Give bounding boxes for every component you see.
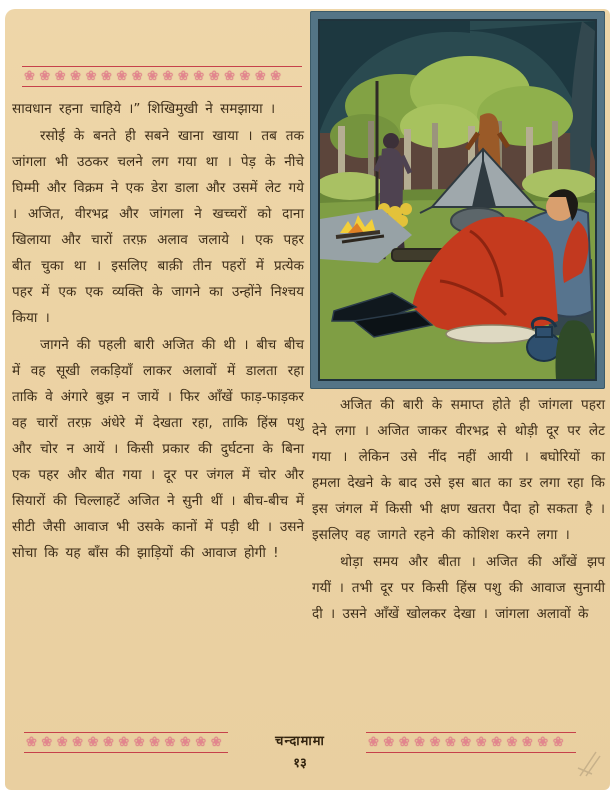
rosette-border-top: ❀❀❀❀❀❀❀❀❀❀❀❀❀❀❀❀❀	[22, 66, 302, 87]
forest-camp-scene	[320, 21, 595, 379]
rosette-border-bottom-left: ❀❀❀❀❀❀❀❀❀❀❀❀❀	[24, 732, 228, 753]
illustration-canvas	[318, 19, 597, 381]
story-illustration	[310, 11, 605, 389]
white-dish	[446, 325, 538, 343]
left-text-column	[12, 96, 304, 567]
page-number: १३	[293, 756, 307, 771]
magazine-title: चन्दामामा	[275, 734, 325, 749]
paragraph: सावधान रहना चाहिये ।” शिखिमुखी ने समझाया ।	[12, 101, 276, 117]
right-text-column	[312, 392, 605, 628]
pencil-smudge-icon	[576, 748, 602, 778]
rosette-border-bottom-right: ❀❀❀❀❀❀❀❀❀❀❀❀❀	[366, 732, 576, 753]
paragraph: अजित की बारी के समाप्त होते ही जांगला पहरा देने लगा । अजित जाकर वीरभद्र से थोड़ी दूर पर लेट गया । लेकिन उसे नींद नहीं आयी । बघोरियों का हमला देखने के बाद उसे इस बात का डर लगा रहा कि इस जंगल में किसी भी क्षण खतरा पैदा हो सकता है । इसलिए वह जागते रहने की कोशिश करने लगा ।	[312, 397, 605, 543]
paragraph: रसोई के बनते ही सबने खाना खाया । तब तक जांगला भी उठकर चलने लग गया था । पेड़ के नीचे घिम्मी और विक्रम ने एक डेरा डाला और उसमें लेट गये । अजित, वीरभद्र और जांगला ने खच्चरों को दाना खिलाया और चारों तरफ़ अलाव जलाये । एक पहर बीत चुका था । इसलिए बाक़ी तीन पहरों में प्रत्येक पहर में एक एक व्यक्ति के जागने का उन्होंने निश्चय किया ।	[12, 128, 304, 326]
paragraph: जागने की पहली बारी अजित की थी । बीच बीच में वह सूखी लकड़ियाँ लाकर अलावों में डालता रहा ताकि वे अंगारे बुझ न जायें । फिर आँखें फाड़-फाड़कर वह चारों तरफ़ अंधेरे में देखता रहा, ताकि हिंस्र पशु और चोर न आयें । किसी प्रकार की दुर्घटना के बिना एक पहर और बीत गया । दूर पर जंगल में चोर और सियारों की चिल्लाहटें अजित ने सुनी थीं । बीच-बीच में सीटी जैसी आवाज भी उसके कानों में पड़ी थी । उसने सोचा कि यह बाँस की झाड़ियों की आवाज होगी !	[12, 337, 304, 561]
paragraph: थोड़ा समय और बीता । अजित की आँखें झप गयीं । तभी दूर पर किसी हिंस्र पशु की आवाज सुनायी दी । उसने आँखें खोलकर देखा । जांगला अलावों के	[312, 554, 605, 622]
